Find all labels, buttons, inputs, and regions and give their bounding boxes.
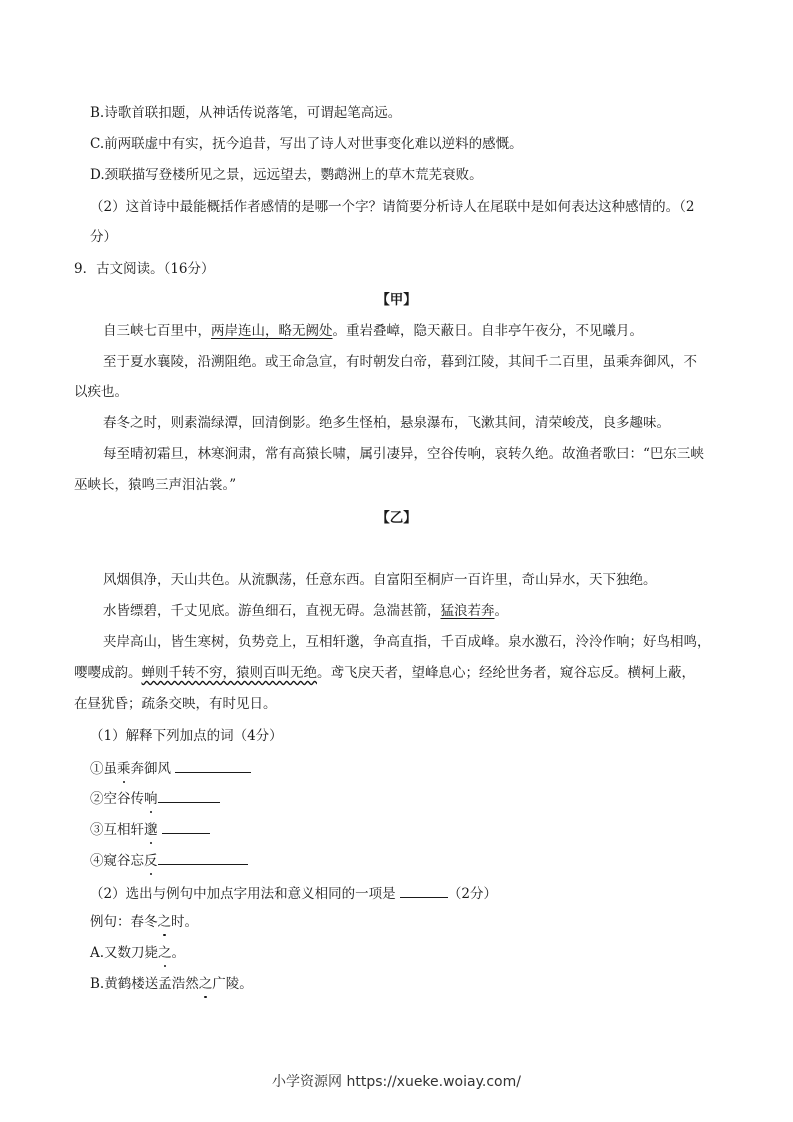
jia-paragraph-1: 自三峡七百里中，两岸连山，略无阙处。重岩叠嶂，隐天蔽日。自非亭午夜分，不见曦月。 bbox=[103, 323, 643, 339]
yi-paragraph-3-line2: 嘤嘤成韵。蝉则千转不穷，猿则百叫无绝。鸢飞戾天者，望峰息心；经纶世务者，窥谷忘反。横柯上蔽， bbox=[74, 665, 695, 681]
question-9-title: 9．古文阅读。（16分） bbox=[74, 261, 215, 277]
yi-paragraph-3-line1: 夹岸高山，皆生寒树，负势竞上，互相轩邈，争高直指，千百成峰。泉水激石，泠泠作响；好鸟相鸣， bbox=[103, 634, 711, 650]
jia-paragraph-2-line2: 以疾也。 bbox=[74, 384, 128, 400]
subquestion-2-option-a: A.又数刀毙之。 bbox=[90, 945, 186, 961]
jia-paragraph-2-line1: 至于夏水襄陵，沿溯阻绝。或王命急宣，有时朝发白帝，暮到江陵，其间千二百里，虽乘奔御风，不 bbox=[103, 354, 697, 370]
page-footer: 小学资源网 https://xueke.woiay.com/ bbox=[272, 1074, 521, 1090]
question-8-2-line1: （2）这首诗中最能概括作者感情的是哪一个字？请简要分析诗人在尾联中是如何表达这种感情的。（2 bbox=[90, 199, 695, 215]
dotted-char: 响 bbox=[144, 791, 158, 807]
yi-paragraph-3-line3: 在昼犹昏；疏条交映，有时见日。 bbox=[74, 696, 277, 712]
answer-blank[interactable] bbox=[175, 758, 251, 773]
dotted-char: 之 bbox=[157, 914, 171, 930]
yi-wavy-underlined-phrase: 蝉则千转不穷，猿则百叫无绝 bbox=[141, 665, 317, 681]
dotted-char: 乘 bbox=[117, 761, 131, 777]
jia-paragraph-4-line1: 每至晴初霜旦，林寒涧肃，常有高猿长啸，属引凄异，空谷传响，哀转久绝。故渔者歌曰：“巴东三峡 bbox=[103, 446, 704, 462]
jia-underlined-phrase: 两岸连山，略无阙处 bbox=[211, 323, 333, 339]
jia-paragraph-3: 春冬之时，则素湍绿潭，回清倒影。绝多生怪柏，悬泉瀑布，飞漱其间，清荣峻茂，良多趣味。 bbox=[103, 415, 670, 431]
dotted-char: 反 bbox=[144, 853, 158, 869]
passage-yi-heading: 【乙】 bbox=[376, 510, 417, 526]
dotted-char: 之 bbox=[198, 976, 213, 992]
subquestion-2-example: 例句：春冬之时。 bbox=[90, 914, 198, 930]
answer-blank[interactable] bbox=[162, 819, 210, 834]
jia-paragraph-4-line2: 巫峡长，猿鸣三声泪沾裳。” bbox=[74, 477, 237, 493]
yi-underlined-phrase: 猛浪若奔 bbox=[440, 603, 495, 619]
subquestion-2-title: （2）选出与例句中加点字用法和意义相同的一项是 （2分） bbox=[90, 883, 497, 903]
answer-blank[interactable] bbox=[400, 883, 448, 898]
question-8-2-line2: 分） bbox=[90, 229, 117, 245]
subquestion-1-item-2: ②空谷传响 bbox=[90, 788, 220, 808]
subquestion-1-item-3: ③互相轩邈 bbox=[90, 819, 210, 839]
dotted-char: 邈 bbox=[144, 822, 158, 838]
answer-blank[interactable] bbox=[158, 788, 220, 803]
yi-paragraph-1: 风烟俱净，天山共色。从流飘荡，任意东西。自富阳至桐庐一百许里，奇山异水，天下独绝。 bbox=[103, 572, 657, 588]
subquestion-1-item-4: ④窥谷忘反 bbox=[90, 850, 248, 870]
dotted-char: 之 bbox=[158, 945, 172, 961]
subquestion-2-option-b: B.黄鹤楼送孟浩然之广陵。 bbox=[90, 976, 253, 992]
yi-paragraph-2: 水皆缥碧，千丈见底。游鱼细石，直视无碍。急湍甚箭，猛浪若奔。 bbox=[103, 603, 508, 619]
subquestion-1-title: （1）解释下列加点的词（4分） bbox=[90, 728, 283, 744]
passage-jia-heading: 【甲】 bbox=[376, 292, 417, 308]
subquestion-1-item-1: ①虽乘奔御风 bbox=[90, 758, 251, 778]
option-d: D.颈联描写登楼所见之景，远远望去，鹦鹉洲上的草木荒芜衰败。 bbox=[90, 167, 483, 183]
option-c: C.前两联虚中有实，抚今追昔，写出了诗人对世事变化难以逆料的感慨。 bbox=[90, 136, 523, 152]
option-b: B.诗歌首联扣题，从神话传说落笔，可谓起笔高远。 bbox=[90, 105, 402, 121]
answer-blank[interactable] bbox=[158, 850, 248, 865]
